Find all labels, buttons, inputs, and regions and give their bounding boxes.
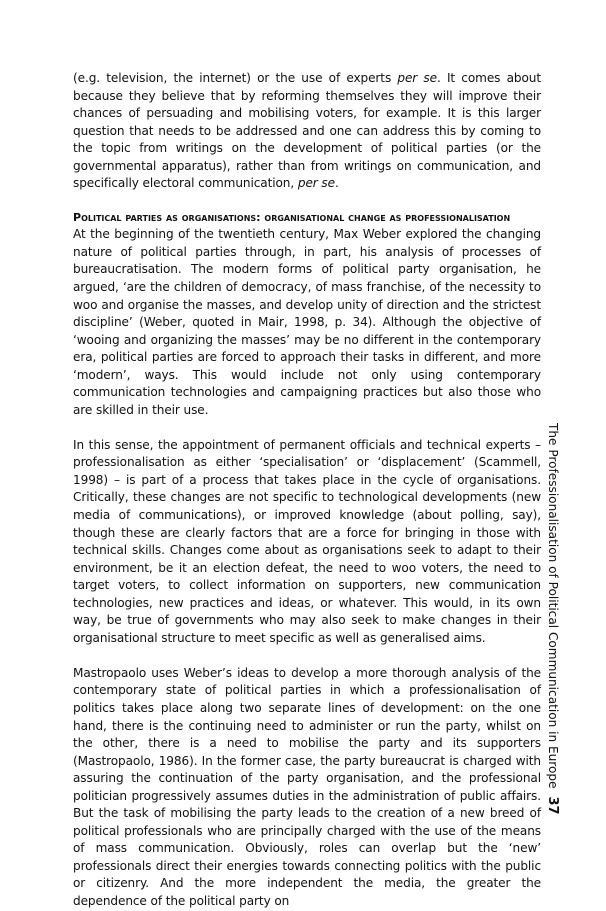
italic-term: per se — [297, 176, 335, 191]
heading-text: olitical parties as organisations: organisational change as professionalisation — [81, 210, 511, 224]
heading-initial: P — [73, 210, 82, 224]
italic-term: per se — [397, 71, 437, 85]
page-body — [73, 70, 541, 911]
paragraph-text: (e.g. television, the internet) or the use of experts — [73, 71, 398, 85]
paragraph-continuation — [73, 70, 541, 193]
running-head — [545, 423, 560, 815]
paragraph-text: . — [334, 176, 339, 191]
paragraph: At the beginning of the twentieth century, Max Weber explored the changing nature of political parties through, in part, his analysis of processes of bureaucratisation. The modern forms of political party organisation, he argued, ‘are the children of democracy, of mass franchise, of the necessity to woo and organise the masses, and develop unity of direction and the strictest discipline’ (Weber, quoted in Mair, 1998, p. 34). Although the objective of ‘wooing and organizing the masses’ may be no different in the contemporary era, political parties are forced to approach their tasks in different, and more ‘modern’, ways. This would include not only using contemporary communication technologies and campaigning practices but also those who are skilled in their use. — [73, 227, 541, 417]
running-head-title: The Professionalisation of Political Communication in Europe — [546, 423, 560, 789]
paragraph: In this sense, the appointment of permanent officials and technical experts – professionalisation as either ‘specialisation’ or ‘displacement’ (Scammell, 1998) – is part of a process that takes place in the cycle of organisations. Critically, these changes are not specific to technological developments (new media of communications), or improved knowledge (about polling, say), though these are clearly factors that are a force for bringing in those with technical skills. Changes come about as organisations seek to adapt to their environment, be it an election defeat, the need to woo voters, the need to target voters, to collect information on supporters, new communication technologies, new practices and ideas, or whatever. This would, in its own way, be true of governments who may also seek to make changes in their organisational structure to meet specific as well as generalised aims. — [73, 437, 541, 645]
paragraph-text: . It comes about because they believe that by reforming themselves they will improve their chances of persuading and mobilising voters, for example. It is this larger question that needs to be addressed and one can address this by coming to the topic from writings on the development of political parties (or the governmental apparatus), rather than from writings on communication, and specifically electoral communication, — [73, 71, 541, 191]
page-number: 37 — [545, 796, 560, 815]
section-heading — [73, 211, 541, 226]
paragraph: Mastropaolo uses Weber’s ideas to develop a more thorough analysis of the contemporary state of political parties in which a professionalisation of politics takes place along two separate lines of development: on the one hand, there is the continuing need to administer or run the party, whilst on the other, there is a need to mobilise the party and its supporters (Mastropaolo, 1986). In the former case, the party bureaucrat is charged with assuring the continuation of the party organisation, and the professional politician progressively assumes duties in the administration of public affairs. But the task of mobilising the party leads to the creation of a new breed of political professionals who are principally charged with the use of the means of mass communication. Obviously, roles can overlap but the ‘new’ professionals direct their energies towards connecting politics with the public or citizenry. And the more independent the media, the greater the dependence of the political party on — [73, 665, 541, 909]
